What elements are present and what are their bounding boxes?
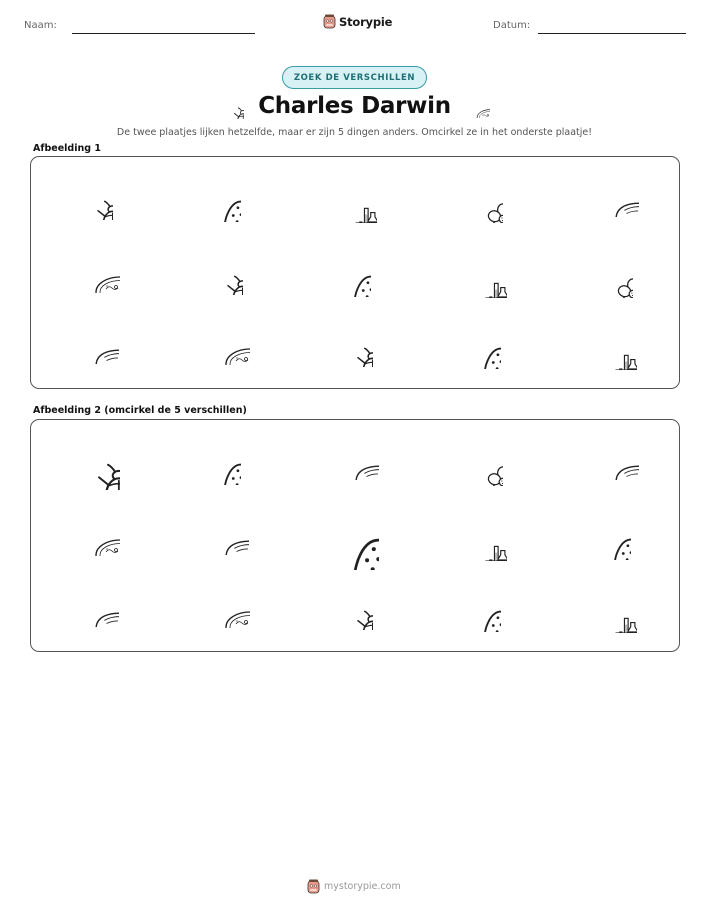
pebble-icon [69,593,119,627]
grid-cell[interactable] [207,178,241,222]
pebble-icon [69,330,119,364]
lab-table-icon [461,515,507,561]
storypie-mascot-icon [307,879,320,894]
date-label: Datum: [493,20,531,31]
grid-cell[interactable] [68,520,120,556]
grid-cell[interactable] [335,327,373,367]
lab-table-icon [591,324,637,370]
egg-icon [467,325,501,369]
grid-cell[interactable] [591,324,637,370]
grid-cell[interactable] [595,252,633,298]
grid-cell[interactable] [589,446,639,480]
egg-icon [207,441,241,485]
grid-cell[interactable] [199,521,249,555]
egg-icon [467,588,501,632]
name-line[interactable] [72,33,255,34]
beetle-icon [335,327,373,367]
grid-cell[interactable] [591,587,637,633]
grid-cell[interactable] [597,516,631,560]
grid-cell[interactable] [75,180,113,220]
beetle-icon [205,255,243,295]
egg-icon [337,253,371,297]
grid-cell[interactable] [331,177,377,223]
instructions-text: De twee plaatjes lijken hetzelfde, maar er zijn 5 dingen anders. Omcirkel ze in het onderste plaatje! [116,127,593,138]
worksheet-type-badge: ZOEK DE VERSCHILLEN [282,66,427,89]
egg-icon [207,178,241,222]
flower-icon [595,252,633,298]
grid-cell[interactable] [198,329,250,365]
picture-2-panel[interactable] [30,419,680,652]
grid-cell[interactable] [589,183,639,217]
grid-cell[interactable] [69,330,119,364]
fossil-icon [198,592,250,628]
grid-cell[interactable] [465,177,503,223]
title-row [0,93,709,125]
beetle-icon [75,180,113,220]
lab-table-icon [331,177,377,223]
fossil-icon [68,520,120,556]
egg-icon [329,506,378,570]
grid-cell[interactable] [335,590,373,630]
grid-cell[interactable] [198,592,250,628]
fossil-icon [68,257,120,293]
picture-1-label: Afbeelding 1 [33,143,101,154]
storypie-logo [323,14,392,29]
storypie-mascot-icon [323,14,336,29]
fossil-icon [198,329,250,365]
grid-cell[interactable] [207,441,241,485]
pebble-icon [589,183,639,217]
lab-table-icon [461,252,507,298]
grid-cell[interactable] [337,253,371,297]
brand-name: Storypie [339,14,393,29]
pebble-icon [199,521,249,555]
grid-cell[interactable] [467,325,501,369]
picture-1-panel [30,156,680,389]
name-label: Naam: [24,20,57,31]
date-line[interactable] [538,33,686,34]
flower-icon [465,440,503,486]
egg-icon [597,516,631,560]
grid-cell[interactable] [467,588,501,632]
page-title: Charles Darwin [258,93,451,119]
picture-2-label: Afbeelding 2 (omcirkel de 5 verschillen) [33,405,247,416]
pebble-icon [329,446,379,480]
grid-cell[interactable] [461,515,507,561]
flower-icon [465,177,503,223]
grid-cell[interactable] [461,252,507,298]
beetle-icon [335,590,373,630]
grid-cell[interactable] [205,255,243,295]
footer [307,879,401,894]
grid-cell[interactable] [68,436,119,490]
fossil-icon [462,96,490,118]
grid-cell[interactable] [68,257,120,293]
beetle-icon [68,436,119,490]
grid-cell[interactable] [69,593,119,627]
pebble-icon [589,446,639,480]
grid-cell[interactable] [329,446,379,480]
footer-site: mystorypie.com [324,881,401,892]
grid-cell[interactable] [465,440,503,486]
lab-table-icon [591,587,637,633]
title-fossil-icon [462,96,490,122]
grid-cell[interactable] [329,506,378,570]
